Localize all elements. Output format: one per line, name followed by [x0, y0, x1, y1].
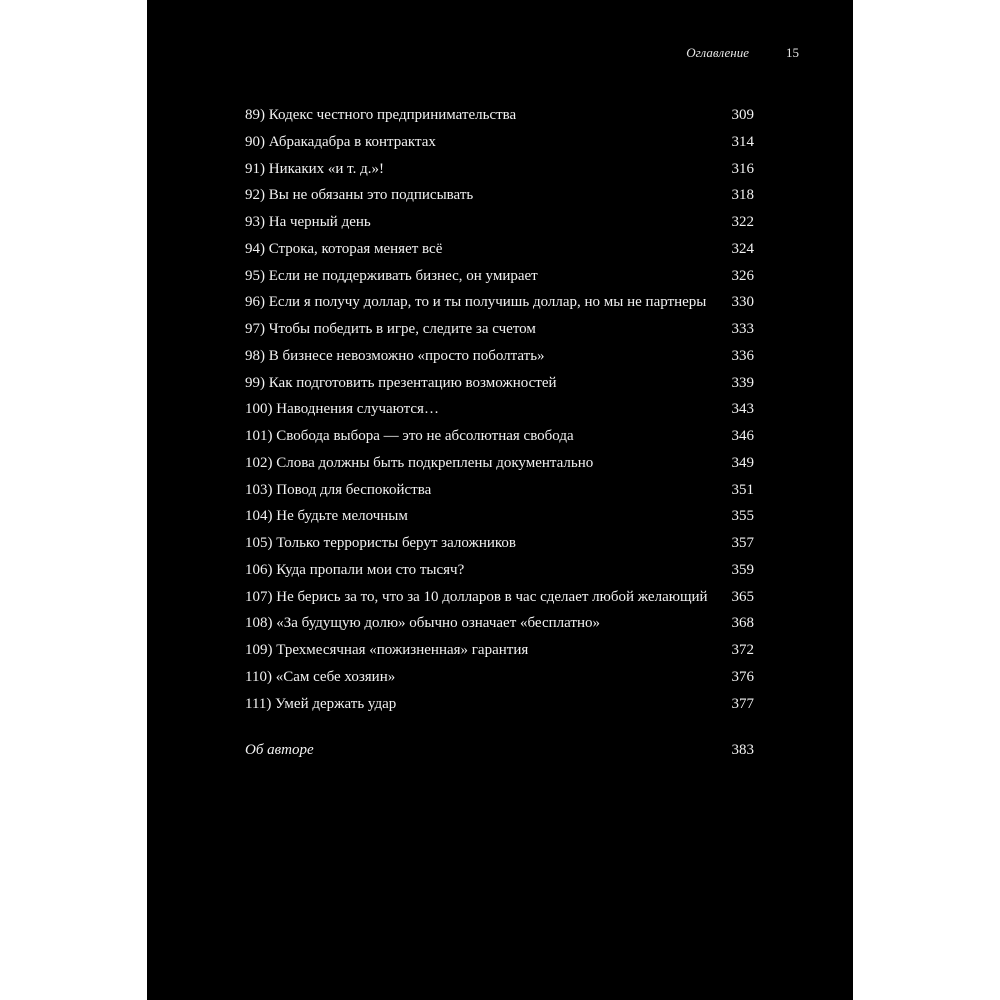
toc-entry-title: 103) Повод для беспокойства	[245, 481, 432, 498]
toc-entry	[245, 104, 754, 131]
toc-entry-title: 110) «Сам себе хозяин»	[245, 668, 396, 685]
toc-entry-page: 376	[731, 668, 754, 685]
toc-entry	[245, 666, 754, 693]
table-of-contents	[245, 104, 754, 719]
toc-entry-page: 318	[731, 187, 754, 204]
toc-entry-title: 105) Только террористы берут заложников	[245, 535, 517, 551]
toc-entry-title: 98) В бизнесе невозможно «просто поболтать»	[245, 347, 545, 364]
toc-entry-page: 324	[731, 240, 754, 257]
toc-entry	[245, 612, 754, 639]
toc-entry-page: 346	[731, 428, 754, 444]
toc-entry-page: 355	[731, 508, 754, 525]
toc-entry	[245, 211, 754, 238]
toc-entry	[245, 372, 754, 399]
toc-entry-title: 111) Умей держать удар	[245, 695, 397, 712]
toc-entry-title: 101) Свобода выбора — это не абсолютная свобода	[245, 428, 574, 444]
toc-entry	[245, 398, 754, 425]
toc-entry-title: 104) Не будьте мелочным	[245, 508, 408, 525]
toc-entry-title: Об авторе	[245, 742, 314, 758]
running-header	[147, 45, 799, 63]
toc-entry-page: 383	[731, 742, 754, 758]
toc-entry-title: 108) «За будущую долю» обычно означает «бесплатно»	[245, 615, 600, 632]
toc-entry-page: 309	[731, 107, 754, 123]
toc-entry-title: 99) Как подготовить презентацию возможностей	[245, 374, 557, 391]
toc-entry-title: 90) Абракадабра в контрактах	[245, 133, 436, 150]
toc-entry-page: 349	[731, 454, 754, 471]
toc-entry-page: 351	[731, 481, 754, 498]
toc-entry-title: 92) Вы не обязаны это подписывать	[245, 187, 474, 204]
toc-entry-page: 372	[731, 642, 754, 658]
running-header-title: Оглавление	[686, 45, 749, 60]
toc-entry	[245, 505, 754, 532]
toc-entry-title: 106) Куда пропали мои сто тысяч?	[245, 561, 465, 578]
toc-entry	[245, 158, 754, 185]
toc-entry-page: 330	[731, 294, 754, 311]
toc-entry-title: 100) Наводнения случаются…	[245, 401, 439, 418]
toc-entry-page: 326	[731, 267, 754, 284]
toc-entry-page: 333	[731, 321, 754, 337]
toc-entry-page: 359	[731, 561, 754, 578]
toc-entry-title: 95) Если не поддерживать бизнес, он умирает	[245, 267, 538, 284]
toc-entry-title: 102) Слова должны быть подкреплены документально	[245, 454, 594, 471]
toc-entry-title: 96) Если я получу доллар, то и ты получишь доллар, но мы не партнеры	[245, 294, 707, 311]
toc-entry	[245, 131, 754, 158]
toc-entry-page: 316	[731, 160, 754, 177]
toc-entry	[245, 532, 754, 559]
toc-entry	[245, 318, 754, 345]
toc-entry-title: 97) Чтобы победить в игре, следите за счетом	[245, 321, 536, 337]
toc-entry	[245, 345, 754, 372]
toc-entry	[245, 425, 754, 452]
toc-entry-about-author	[245, 739, 754, 763]
toc-entry	[245, 479, 754, 506]
toc-entry-page: 377	[731, 695, 754, 712]
toc-entry-page: 343	[731, 401, 754, 418]
book-page	[147, 0, 853, 1000]
toc-entry-title: 91) Никаких «и т. д.»!	[245, 160, 384, 177]
toc-entry-page: 365	[731, 588, 754, 605]
toc-entry	[245, 693, 754, 720]
toc-entry-page: 336	[731, 347, 754, 364]
toc-entry	[245, 559, 754, 586]
toc-entry	[245, 238, 754, 265]
running-header-page-number: 15	[786, 45, 799, 60]
toc-entry	[245, 291, 754, 318]
toc-entry-page: 368	[731, 615, 754, 632]
toc-entry	[245, 265, 754, 292]
toc-entry-page: 357	[731, 535, 754, 551]
toc-entry	[245, 639, 754, 666]
toc-entry	[245, 184, 754, 211]
toc-entry-title: 94) Строка, которая меняет всё	[245, 240, 443, 257]
toc-entry-title: 109) Трехмесячная «пожизненная» гарантия	[245, 642, 529, 658]
toc-entry	[245, 452, 754, 479]
toc-entry-page: 314	[731, 133, 754, 150]
toc-entry-page: 322	[731, 214, 754, 230]
toc-entry-title: 93) На черный день	[245, 214, 371, 230]
toc-entry	[245, 586, 754, 613]
toc-entry-page: 339	[731, 374, 754, 391]
toc-entry-title: 107) Не берись за то, что за 10 долларов в час сделает любой желающий	[245, 588, 708, 605]
toc-entry-title: 89) Кодекс честного предпринимательства	[245, 107, 517, 123]
